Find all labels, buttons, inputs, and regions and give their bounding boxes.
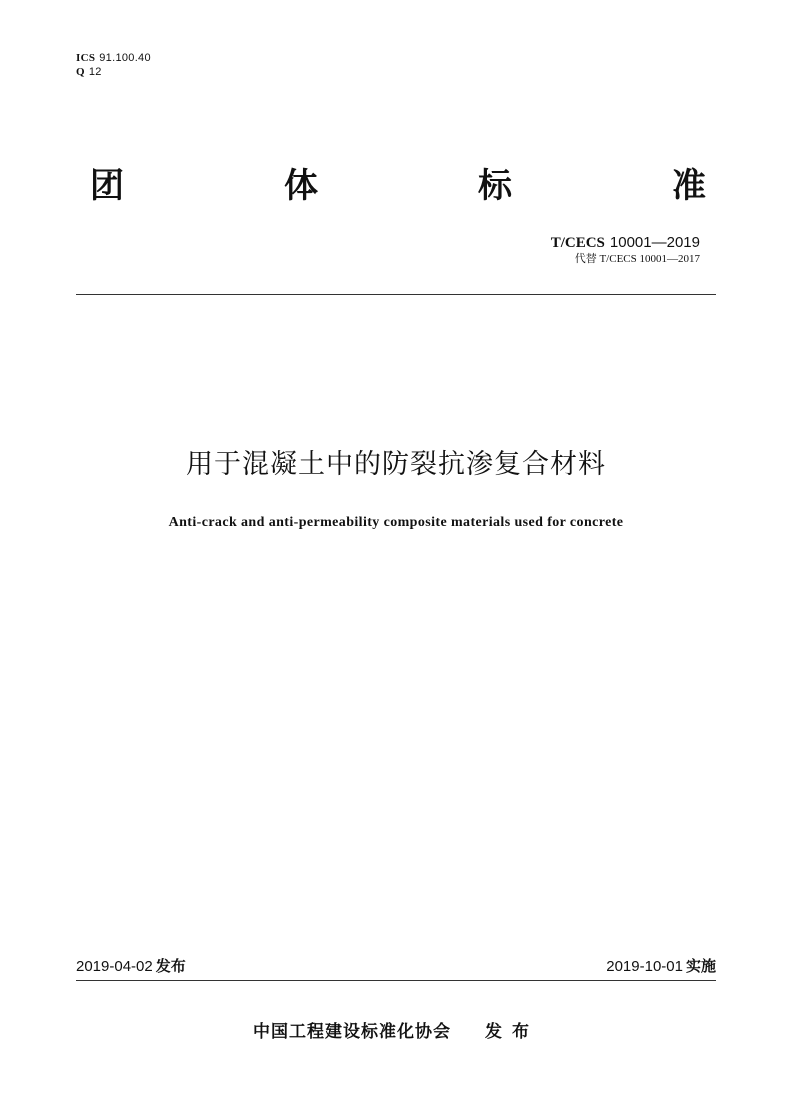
standard-number: [551, 233, 700, 252]
publisher-action: 发布: [485, 1022, 539, 1042]
issue-date: [76, 956, 186, 977]
implementation-date-value: 2019-10-01: [606, 958, 683, 975]
ccs-code: 12: [88, 66, 102, 78]
ics-label: ICS: [76, 52, 96, 64]
standard-type-char: 标: [478, 166, 512, 206]
implementation-date-word: 实施: [685, 957, 716, 975]
standard-type-heading: [90, 162, 706, 210]
top-divider: [76, 294, 716, 295]
publisher-organization: 中国工程建设标准化协会: [253, 1022, 451, 1042]
document-title-chinese: 用于混凝土中的防裂抗渗复合材料: [186, 449, 606, 480]
ics-line: [76, 51, 151, 65]
standard-type-char: 准: [672, 166, 706, 206]
issue-date-word: 发布: [155, 957, 186, 975]
document-title-english: Anti-crack and anti-permeability composite materials used for concrete: [168, 515, 624, 530]
standard-type-char: 团: [90, 166, 124, 206]
bottom-divider: [76, 980, 716, 981]
standard-type-char: 体: [284, 166, 318, 206]
classification-codes: [76, 51, 151, 79]
implementation-date: [606, 956, 716, 977]
ccs-line: [76, 65, 151, 79]
ics-code: 91.100.40: [99, 52, 151, 64]
standard-number-value: 10001—2019: [609, 234, 700, 251]
replaces-standard: 代替 T/CECS 10001—2017: [574, 253, 700, 265]
publisher-line: [0, 1020, 792, 1044]
standard-number-prefix: T/CECS: [550, 235, 605, 251]
issue-date-value: 2019-04-02: [76, 958, 153, 975]
ccs-label: Q: [76, 66, 85, 78]
